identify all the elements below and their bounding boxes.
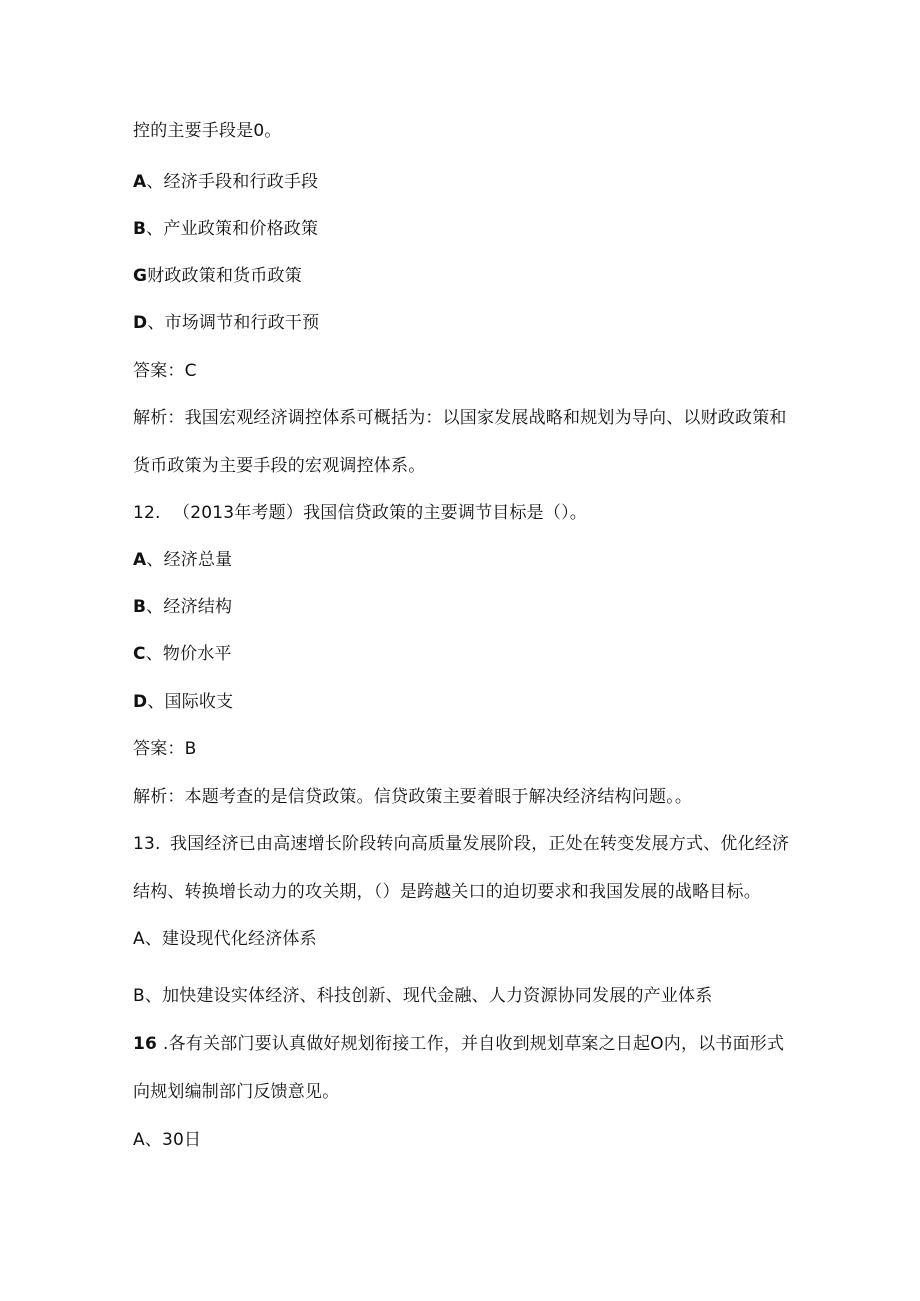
q12-analysis: 解析：本题考查的是信贷政策。信贷政策主要着眼于解决经济结构问题。。: [133, 787, 693, 807]
q11-analysis-line2: 货币政策为主要手段的宏观调控体系。: [133, 456, 426, 476]
q11-analysis-line1: 解析：我国宏观经济调控体系可概括为：以国家发展战略和规划为导向、以财政政策和: [133, 408, 787, 428]
option-sep: 、: [147, 313, 165, 333]
q11-stem-tail: 控的主要手段是0。: [133, 121, 282, 141]
option-letter: B: [133, 597, 147, 617]
option-text: 物价水平: [162, 644, 232, 664]
q12-answer: 答案：B: [133, 739, 197, 759]
q12-stem: [133, 502, 587, 524]
question-number: 16: [133, 1034, 158, 1054]
q13-option-a: A、建设现代化经济体系: [133, 929, 317, 949]
q12-option-b: [133, 596, 232, 618]
option-text: 国际收支: [164, 692, 234, 712]
q11-answer: 答案：C: [133, 361, 197, 381]
option-letter: B: [133, 219, 147, 239]
option-letter: G: [133, 266, 148, 286]
option-sep: 、: [147, 692, 165, 712]
q11-option-d: [133, 312, 319, 334]
option-text: 财政政策和货币政策: [147, 266, 302, 286]
q11-option-a: [133, 171, 318, 193]
option-sep: 、: [145, 644, 163, 664]
option-letter: A: [133, 550, 147, 570]
option-sep: 、: [146, 219, 164, 239]
option-letter: D: [133, 313, 148, 333]
question-number: 13.: [133, 834, 161, 854]
q13-stem-line2: 结构、转换增长动力的攻关期，（）是跨越关口的迫切要求和我国发展的战略目标。: [133, 882, 761, 902]
option-letter: C: [133, 644, 146, 664]
q12-option-d: [133, 691, 233, 713]
option-sep: 、: [146, 172, 164, 192]
q16-stem-line2: 向规划编制部门反馈意见。: [133, 1082, 340, 1102]
option-text: 市场调节和行政干预: [164, 313, 320, 333]
option-text: 经济结构: [163, 597, 233, 617]
q11-option-c: [133, 265, 302, 287]
option-text: 经济手段和行政手段: [163, 172, 319, 192]
option-letter: D: [133, 692, 148, 712]
q16-option-a: A、30日: [133, 1130, 202, 1150]
option-sep: 、: [146, 550, 164, 570]
q16-stem-line1: [133, 1033, 784, 1055]
q13-stem-line1: [133, 833, 789, 855]
option-sep: 、: [146, 597, 164, 617]
q12-option-a: [133, 549, 232, 571]
question-number: 12.: [133, 503, 161, 523]
option-text: 产业政策和价格政策: [163, 219, 319, 239]
q12-option-c: [133, 643, 232, 665]
option-letter: A: [133, 172, 147, 192]
q11-option-b: [133, 218, 318, 240]
question-text: .各有关部门要认真做好规划衔接工作，并自收到规划草案之日起O内，以书面形式: [163, 1034, 785, 1054]
option-text: 经济总量: [163, 550, 233, 570]
question-text: 我国经济已由高速增长阶段转向高质量发展阶段，正处在转变发展方式、优化经济: [170, 834, 790, 854]
q13-option-b: B、加快建设实体经济、科技创新、现代金融、人力资源协同发展的产业体系: [133, 986, 713, 1006]
question-text: （2013年考题）我国信贷政策的主要调节目标是（）。: [173, 503, 587, 523]
